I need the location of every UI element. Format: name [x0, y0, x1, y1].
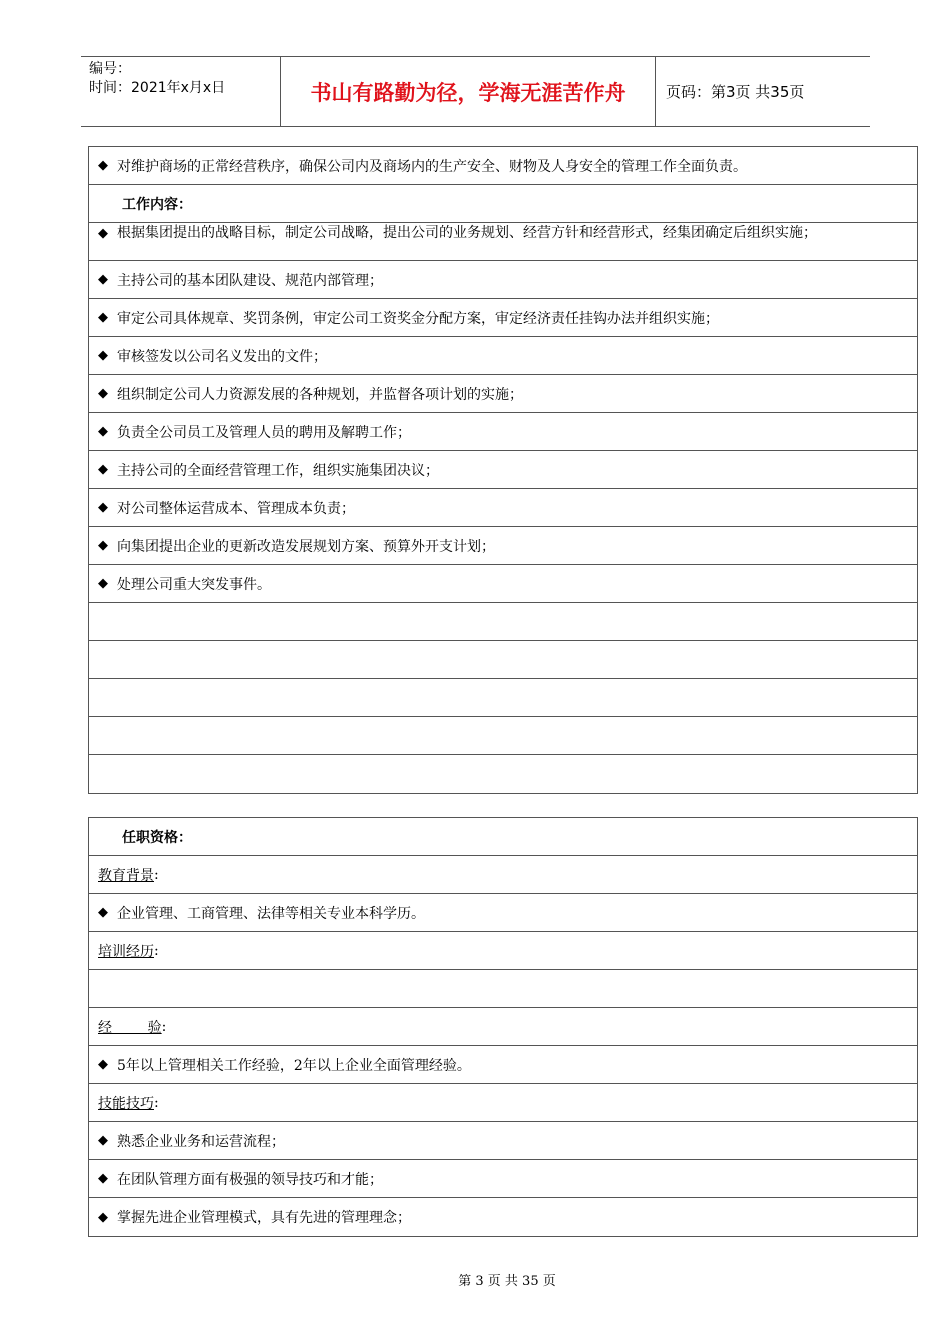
bullet-icon: ◆ [98, 1209, 108, 1225]
qualifications-heading: 任职资格： [122, 829, 192, 846]
experience-item-row [89, 1046, 917, 1084]
bullet-icon: ◆ [98, 1133, 108, 1148]
education-label: 教育背景 [98, 867, 154, 884]
experience-label: 经 验 [98, 1019, 162, 1036]
experience-label-row: 经 验 : [89, 1008, 917, 1046]
skills-item-row [89, 1122, 917, 1160]
duty-item-row [89, 565, 917, 603]
training-label-row: 培训经历 : [89, 932, 917, 970]
header-page-info: 页码：第3页 共35页 [666, 83, 805, 101]
bullet-icon: ◆ [98, 424, 108, 439]
duty-item-row [89, 527, 917, 565]
education-item-text: 企业管理、工商管理、法律等相关专业本科学历。 [117, 905, 425, 922]
bullet-icon: ◆ [98, 576, 108, 591]
duty-item-row [89, 337, 917, 375]
duty-summary-text: 对维护商场的正常经营秩序，确保公司内及商场内的生产安全、财物及人身安全的管理工作全面负责。 [117, 158, 747, 175]
skills-label: 技能技巧 [98, 1095, 154, 1112]
page-footer: 第 3 页 共 35 页 [458, 1274, 556, 1289]
skills-item-text: 熟悉企业业务和运营流程； [117, 1133, 285, 1150]
bullet-icon: ◆ [98, 272, 108, 287]
empty-row [89, 717, 917, 755]
bullet-icon: ◆ [98, 226, 108, 241]
bullet-icon: ◆ [98, 1057, 108, 1072]
time-label: 时间：2021年x月x日 [89, 80, 226, 96]
empty-row [89, 603, 917, 641]
duties-table [88, 146, 918, 794]
qualifications-table [88, 817, 918, 1237]
duty-item-text: 对公司整体运营成本、管理成本负责； [117, 500, 355, 517]
duty-summary-row [89, 147, 917, 185]
experience-item-text: 5年以上管理相关工作经验，2年以上企业全面管理经验。 [117, 1057, 471, 1074]
content-heading: 工作内容： [122, 196, 192, 213]
duty-item-text: 处理公司重大突发事件。 [117, 576, 271, 593]
duty-item-row [89, 489, 917, 527]
empty-row [89, 679, 917, 717]
skills-label-row: 技能技巧 : [89, 1084, 917, 1122]
skills-item-row [89, 1198, 917, 1236]
duty-item-row [89, 261, 917, 299]
duty-item-text: 向集团提出企业的更新改造发展规划方案、预算外开支计划； [117, 538, 495, 555]
training-label: 培训经历 [98, 943, 154, 960]
bullet-icon: ◆ [98, 538, 108, 553]
bullet-icon: ◆ [98, 1171, 108, 1186]
qualifications-heading-row [89, 818, 917, 856]
duty-item-text: 审核签发以公司名义发出的文件； [117, 348, 327, 365]
duty-item-row [89, 375, 917, 413]
empty-row [89, 970, 917, 1008]
document-header [81, 56, 870, 127]
duty-item-row [89, 413, 917, 451]
empty-row [89, 755, 917, 793]
duty-item-text: 审定公司具体规章、奖罚条例，审定公司工资奖金分配方案，审定经济责任挂钩办法并组织实施； [117, 310, 719, 327]
bullet-icon: ◆ [98, 348, 108, 363]
duty-item-row [89, 223, 917, 261]
duty-item-text: 组织制定公司人力资源发展的各种规划，并监督各项计划的实施； [117, 386, 523, 403]
education-label-row: 教育背景 : [89, 856, 917, 894]
bullet-icon: ◆ [98, 905, 108, 920]
duty-item-row [89, 451, 917, 489]
bullet-icon: ◆ [98, 500, 108, 515]
duty-item-text: 根据集团提出的战略目标，制定公司战略，提出公司的业务规划、经营方针和经营形式，经集团确定后组织实施； [117, 225, 817, 241]
bullet-icon: ◆ [98, 310, 108, 325]
duty-item-row [89, 299, 917, 337]
education-item-row [89, 894, 917, 932]
bullet-icon: ◆ [98, 386, 108, 401]
bullet-icon: ◆ [98, 158, 108, 173]
skills-item-text: 掌握先进企业管理模式，具有先进的管理理念； [117, 1210, 411, 1226]
content-heading-row [89, 185, 917, 223]
header-motto: 书山有路勤为径，学海无涯苦作舟 [281, 57, 656, 126]
empty-row [89, 641, 917, 679]
header-meta [81, 57, 281, 126]
skills-item-text: 在团队管理方面有极强的领导技巧和才能； [117, 1171, 383, 1188]
bullet-icon: ◆ [98, 462, 108, 477]
duty-item-text: 主持公司的全面经营管理工作，组织实施集团决议； [117, 462, 439, 479]
duty-item-text: 主持公司的基本团队建设、规范内部管理； [117, 272, 383, 289]
duty-item-text: 负责全公司员工及管理人员的聘用及解聘工作； [117, 424, 411, 441]
number-label: 编号： [89, 61, 131, 77]
skills-item-row [89, 1160, 917, 1198]
